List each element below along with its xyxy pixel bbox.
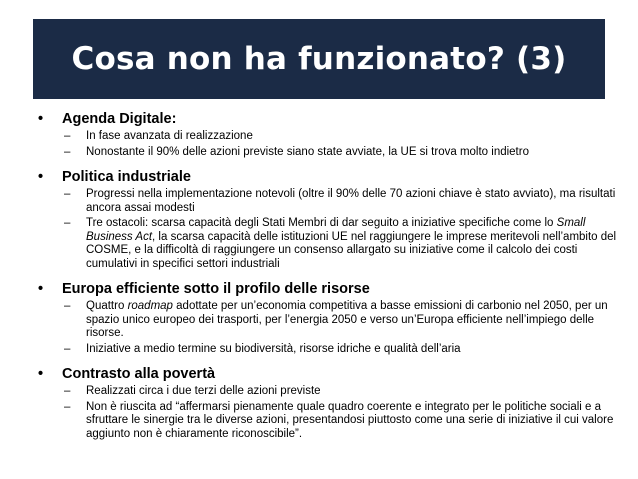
bullet-marker: • — [38, 111, 44, 127]
text-run: In fase avanzata di realizzazione — [86, 130, 253, 142]
text-run: Tre ostacoli: scarsa capacità degli Stati Membri di dar seguito a iniziative specifiche come lo — [86, 217, 557, 229]
bullet-section — [38, 281, 618, 356]
sub-bullet-text — [86, 130, 618, 144]
text-run: Nonostante il 90% delle azioni previste siano state avviate, la UE si trova molto indietro — [86, 145, 529, 158]
dash-marker: – — [64, 300, 71, 312]
slide-content — [38, 111, 618, 451]
dash-marker: – — [64, 145, 71, 158]
slide-title: Cosa non ha funzionato? (3) — [71, 41, 567, 77]
bullet-marker: • — [38, 366, 44, 382]
text-run: , la scarsa capacità delle istituzioni UE nel raggiungere le imprese meritevoli nell’ambito del COSME, e la difficoltà di raggiungere un consenso allargato su iniziative come il calcolo dei costi cumulativi in specifici settori industriali — [86, 230, 617, 270]
bullet-section — [38, 111, 618, 159]
title-bar — [33, 19, 605, 99]
dash-marker: – — [64, 188, 71, 200]
sub-bullet-item — [64, 130, 618, 144]
sub-bullet-item — [64, 300, 618, 341]
section-heading-row — [38, 111, 618, 127]
text-run: Progressi nella implementazione notevoli (oltre il 90% delle 70 azioni chiave è stato avviato), ma risultati ancora assai modesti — [86, 188, 616, 214]
sub-bullet-list — [64, 188, 618, 271]
section-heading-row — [38, 169, 618, 185]
dash-marker: – — [64, 217, 71, 229]
section-heading-row — [38, 281, 618, 297]
sub-bullet-item — [64, 217, 618, 271]
text-run: Iniziative a medio termine su biodiversità, risorse idriche e qualità dell’aria — [86, 342, 461, 355]
sub-bullet-list — [64, 300, 618, 356]
sub-bullet-list — [64, 385, 618, 441]
section-heading: Contrasto alla povertà — [62, 366, 216, 382]
dash-marker: – — [64, 385, 71, 397]
italic-text-run: roadmap — [127, 300, 173, 312]
text-run: Quattro — [86, 300, 128, 312]
sub-bullet-item — [64, 385, 618, 399]
sub-bullet-text — [86, 300, 618, 341]
sub-bullet-item — [64, 343, 618, 357]
sub-bullet-item — [64, 146, 618, 160]
section-heading: Europa efficiente sotto il profilo delle risorse — [62, 281, 370, 297]
bullet-section — [38, 366, 618, 441]
sub-bullet-text — [86, 343, 618, 357]
section-heading-row — [38, 366, 618, 382]
sub-bullet-text — [86, 385, 618, 399]
sub-bullet-text — [86, 146, 618, 160]
sub-bullet-list — [64, 130, 618, 159]
sub-bullet-text — [86, 188, 618, 215]
text-run: Non è riuscita ad “affermarsi pienamente quale quadro coerente e integrato per le politiche sociali e a sfruttare le sinergie tra le diverse azioni, presentandosi piuttosto come una serie di iniziative il cui valore aggiunto non è chiaramente riconoscibile”. — [86, 400, 614, 440]
bullet-marker: • — [38, 281, 44, 297]
sub-bullet-item — [64, 401, 618, 442]
dash-marker: – — [64, 130, 71, 142]
bullet-section — [38, 169, 618, 271]
bullet-marker: • — [38, 169, 44, 185]
dash-marker: – — [64, 400, 71, 413]
sub-bullet-text — [86, 217, 618, 271]
dash-marker: – — [64, 342, 71, 355]
section-heading: Politica industriale — [62, 169, 191, 185]
text-run: adottate per un’economia competitiva a basse emissioni di carbonio nel 2050, per un spazio unico europeo dei trasporti, per l’energia 2050 e verso un’Europa efficiente nell’impiego delle risorse. — [86, 300, 608, 339]
section-heading: Agenda Digitale: — [62, 111, 177, 127]
sub-bullet-item — [64, 188, 618, 215]
text-run: Realizzati circa i due terzi delle azioni previste — [86, 385, 321, 397]
italic-text-run: Small Business Act — [86, 217, 586, 243]
sub-bullet-text — [86, 401, 618, 442]
